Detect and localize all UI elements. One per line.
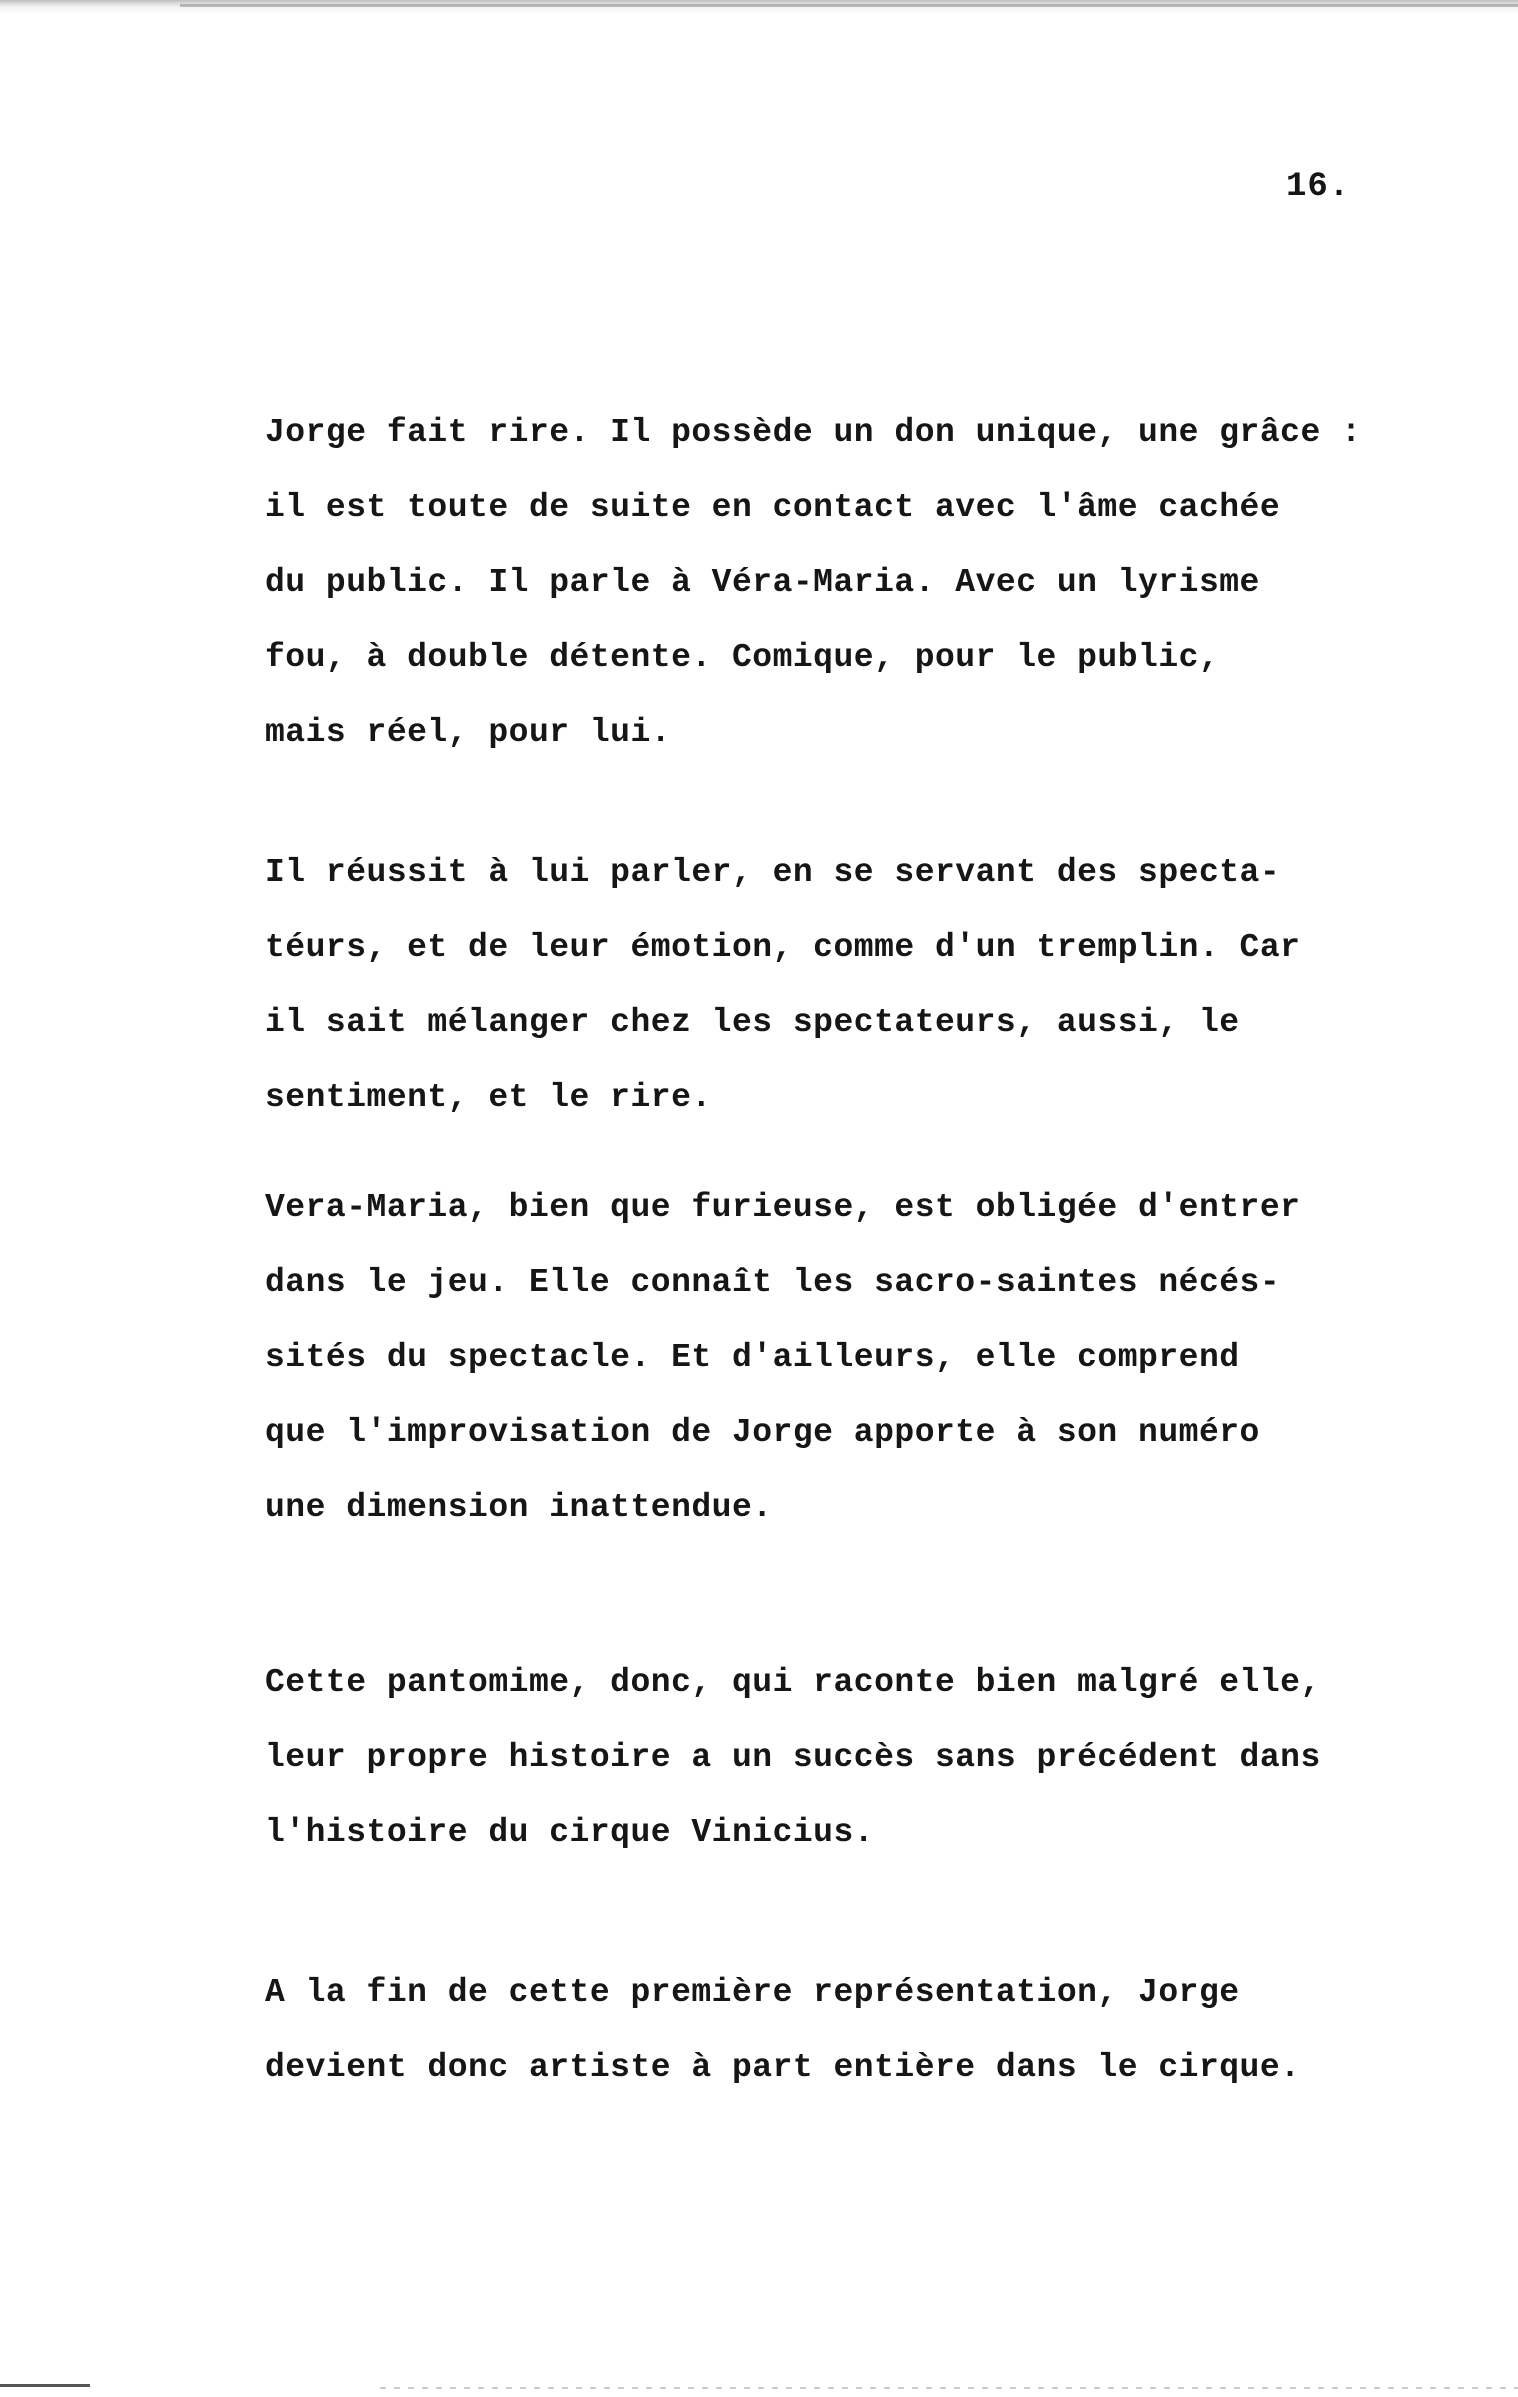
text-line: mais réel, pour lui.: [265, 714, 672, 751]
paragraph-4: [265, 1645, 1425, 1870]
text-line: il est toute de suite en contact avec l'âme cachée: [265, 489, 1281, 526]
text-line: Il réussit à lui parler, en se servant des specta-: [265, 854, 1281, 891]
text-line: dans le jeu. Elle connaît les sacro-saintes nécés-: [265, 1264, 1281, 1301]
paragraph-3: [265, 1170, 1425, 1545]
text-line: il sait mélanger chez les spectateurs, aussi, le: [265, 1004, 1240, 1041]
text-line: du public. Il parle à Véra-Maria. Avec un lyrisme: [265, 564, 1260, 601]
top-scan-edge: [0, 0, 1518, 14]
paragraph-2: [265, 835, 1425, 1135]
text-line: Jorge fait rire. Il possède un don unique, une grâce :: [265, 414, 1362, 451]
text-line: une dimension inattendue.: [265, 1489, 773, 1526]
top-rule-line: [180, 4, 1518, 7]
text-line: l'histoire du cirque Vinicius.: [265, 1814, 875, 1851]
text-line: Cette pantomime, donc, qui raconte bien malgré elle,: [265, 1664, 1321, 1701]
text-line: leur propre histoire a un succès sans précédent dans: [265, 1739, 1321, 1776]
paragraph-5: [265, 1955, 1425, 2105]
text-line: fou, à double détente. Comique, pour le public,: [265, 639, 1220, 676]
text-line: sités du spectacle. Et d'ailleurs, elle comprend: [265, 1339, 1240, 1376]
text-line: téurs, et de leur émotion, comme d'un tremplin. Car: [265, 929, 1301, 966]
bottom-scan-edge: [380, 2387, 1518, 2389]
paragraph-1: [265, 395, 1425, 770]
text-line: devient donc artiste à part entière dans le cirque.: [265, 2049, 1301, 2086]
text-line: sentiment, et le rire.: [265, 1079, 712, 1116]
text-line: A la fin de cette première représentation, Jorge: [265, 1974, 1240, 2011]
text-line: Vera-Maria, bien que furieuse, est obligée d'entrer: [265, 1189, 1301, 1226]
bottom-scan-mark: [0, 2384, 90, 2387]
text-line: que l'improvisation de Jorge apporte à son numéro: [265, 1414, 1260, 1451]
page-number: 16.: [1286, 168, 1351, 206]
